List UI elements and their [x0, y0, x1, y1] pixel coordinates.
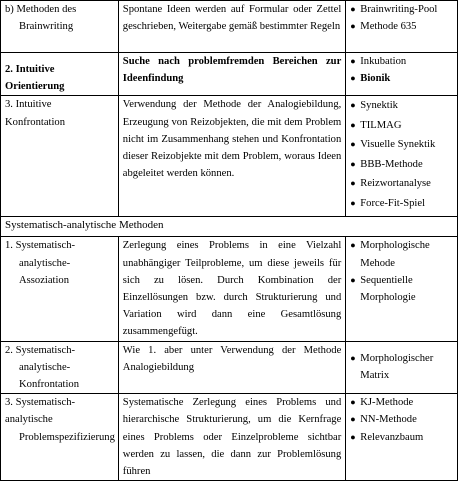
bullet-icon: ●	[350, 4, 356, 14]
bullet-icon: ●	[350, 397, 356, 408]
list-item: ● Brainwriting-Pool	[350, 1, 453, 18]
bullet-icon: ●	[350, 139, 356, 150]
section-title: Systematisch-analytische Methoden	[1, 217, 458, 237]
method-category-cell: b) Methoden des Brainwriting	[1, 1, 119, 53]
method-description-cell: Zerlegung eines Problems in eine Vielzahl unabhängiger Teilprobleme, um diese jeweils für sich zu lösen. Durch Kombination der Einzellösungen bzw. durch Strukturierung und Variation wird dann eine Gesamtlösung zusammengefügt.	[118, 237, 345, 341]
list-item: ● Sequentielle Morphologie	[350, 272, 453, 306]
bullet-icon: ●	[350, 431, 356, 442]
list-item: ● Reizwortanalyse	[350, 174, 453, 194]
method-category-cell: 1. Systematisch- analytische-Assoziation	[1, 237, 119, 341]
method-category-cell: 3. Systematisch-analytische Problemspezifizierung	[1, 394, 119, 481]
bullet-icon: ●	[350, 73, 356, 84]
list-item: ● Synektik	[350, 96, 453, 116]
method-description-cell: Suche nach problemfremden Bereichen zur Ideenfindung	[118, 53, 345, 96]
bullet-icon: ●	[350, 178, 356, 189]
list-item: ● TILMAG	[350, 116, 453, 136]
list-item: ● Force-Fit-Spiel	[350, 194, 453, 214]
list-item: ● Relevanzbaum	[350, 429, 453, 446]
method-examples-cell	[346, 96, 458, 217]
table-row	[1, 96, 458, 217]
method-examples-cell	[346, 341, 458, 394]
bullet-icon: ●	[350, 56, 356, 66]
bullet-icon: ●	[350, 21, 356, 32]
list-item: ● Bionik	[350, 70, 453, 87]
method-description-cell: Systematische Zerlegung eines Problems und hierarchische Strukturierung, um die Kernfrage eines Problems oder Einzelprobleme sichtbar werden zu lassen, die dann zur Problemlösung führen	[118, 394, 345, 481]
table-row	[1, 53, 458, 96]
table-row	[1, 341, 458, 394]
bullet-icon: ●	[350, 158, 356, 169]
method-examples-cell	[346, 1, 458, 53]
method-description-cell: Wie 1. aber unter Verwendung der Methode Analogiebildung	[118, 341, 345, 394]
method-examples-cell	[346, 53, 458, 96]
bullet-icon: ●	[350, 414, 356, 425]
list-item: ● BBB-Methode	[350, 155, 453, 175]
section-header-row	[1, 217, 458, 237]
bullet-icon: ●	[350, 352, 356, 363]
method-description-cell: Spontane Ideen werden auf Formular oder Zettel geschrieben, Weitergabe gemäß bestimmter Regeln	[118, 1, 345, 53]
list-item: ● Visuelle Synektik	[350, 135, 453, 155]
bullet-icon: ●	[350, 100, 356, 111]
bullet-icon: ●	[350, 197, 356, 208]
method-category-cell: 3. Intuitive Konfrontation	[1, 96, 119, 217]
method-examples-cell	[346, 394, 458, 481]
bullet-icon: ●	[350, 119, 356, 130]
list-item: ● Morphologischer Matrix	[350, 342, 453, 384]
method-category-cell: 2. Intuitive Orientierung	[1, 53, 119, 96]
bullet-icon: ●	[350, 274, 356, 285]
table-row	[1, 237, 458, 341]
list-item: ● NN-Methode	[350, 411, 453, 428]
table-row	[1, 1, 458, 53]
list-item: ● Morphologische Mehode	[350, 237, 453, 271]
table-row	[1, 394, 458, 481]
list-item: ● Methode 635	[350, 18, 453, 35]
method-description-cell: Verwendung der Methode der Analogiebildung, Erzeugung von Reizobjekten, die mit dem Problem nicht im Zusammenhang stehen und Konfrontation dieser Reizobjekte mit dem Problem, woraus Ideen abgeleitet werden können.	[118, 96, 345, 217]
bullet-icon: ●	[350, 240, 356, 251]
method-category-cell: 2. Systematisch- analytische-Konfrontation	[1, 341, 119, 394]
method-examples-cell	[346, 237, 458, 341]
list-item: ● Inkubation	[350, 53, 453, 70]
list-item: ● KJ-Methode	[350, 394, 453, 411]
